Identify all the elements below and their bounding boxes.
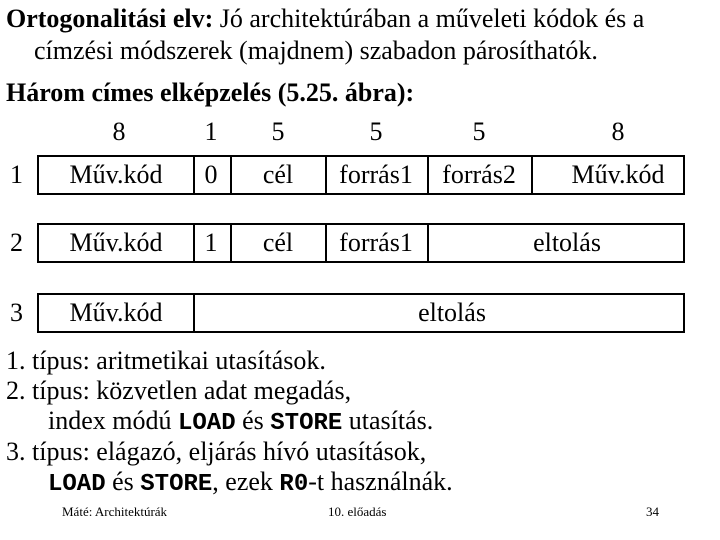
store-keyword: STORE <box>270 410 343 437</box>
field-flag: 1 <box>204 228 218 257</box>
bitwidth-dest: 5 <box>271 117 285 146</box>
divider <box>193 155 195 195</box>
field-dest: cél <box>262 228 294 257</box>
divider <box>230 155 232 195</box>
type-3-text: -t használnák. <box>308 467 453 496</box>
field-opcode: Műv.kód <box>69 298 163 327</box>
divider <box>193 223 195 263</box>
divider <box>230 223 232 263</box>
bitwidth-flag: 1 <box>204 117 218 146</box>
divider <box>531 155 533 195</box>
divider <box>427 223 429 263</box>
field-src2: forrás2 <box>442 160 516 189</box>
section-heading: Három címes elképzelés (5.25. ábra): <box>6 78 415 107</box>
type-2-text: utasítás. <box>342 406 434 435</box>
type-3-text: és <box>105 467 141 496</box>
type-3-line: 3. típus: elágazó, eljárás hívó utasítások, <box>6 437 427 466</box>
field-offset: eltolás <box>418 298 486 327</box>
type-2-text: és <box>235 406 271 435</box>
field-flag: 0 <box>204 160 218 189</box>
principle-text-1: Jó architektúrában a műveleti kódok és a <box>213 4 645 33</box>
field-src1: forrás1 <box>339 160 413 189</box>
footer-lecture: 10. előadás <box>328 504 387 519</box>
type-2-line: 2. típus: közvetlen adat megadás, <box>6 376 352 405</box>
load-keyword: LOAD <box>48 471 106 498</box>
footer-author: Máté: Architektúrák <box>62 504 168 519</box>
divider <box>427 155 429 195</box>
r0-keyword: R0 <box>279 471 309 498</box>
footer-page-number: 34 <box>646 504 659 519</box>
principle-line-2: címzési módszerek (majdnem) szabadon párosíthatók. <box>34 36 598 65</box>
type-3-text: , ezek <box>212 467 280 496</box>
format-1-label: 1 <box>10 160 23 189</box>
store-keyword: STORE <box>140 471 213 498</box>
field-src1: forrás1 <box>339 228 413 257</box>
bitwidth-opcode: 8 <box>112 117 126 146</box>
principle-title: Ortogonalitási elv: <box>6 4 214 33</box>
field-opcode: Műv.kód <box>69 228 163 257</box>
field-dest: cél <box>262 160 294 189</box>
type-2-detail <box>48 406 433 439</box>
divider <box>325 155 327 195</box>
format-2-label: 2 <box>10 228 23 257</box>
divider <box>325 223 327 263</box>
principle-line-1 <box>6 4 644 34</box>
load-keyword: LOAD <box>178 410 236 437</box>
bitwidth-src2: 5 <box>472 117 486 146</box>
type-1-line: 1. típus: aritmetikai utasítások. <box>6 346 326 375</box>
type-3-detail <box>48 467 453 500</box>
field-extop: Műv.kód <box>571 160 665 189</box>
format-3-label: 3 <box>10 298 23 327</box>
bitwidth-src1: 5 <box>369 117 383 146</box>
divider <box>193 293 195 333</box>
field-offset: eltolás <box>533 228 601 257</box>
bitwidth-extop: 8 <box>611 117 625 146</box>
field-opcode: Műv.kód <box>69 160 163 189</box>
type-2-text: index módú <box>48 406 178 435</box>
